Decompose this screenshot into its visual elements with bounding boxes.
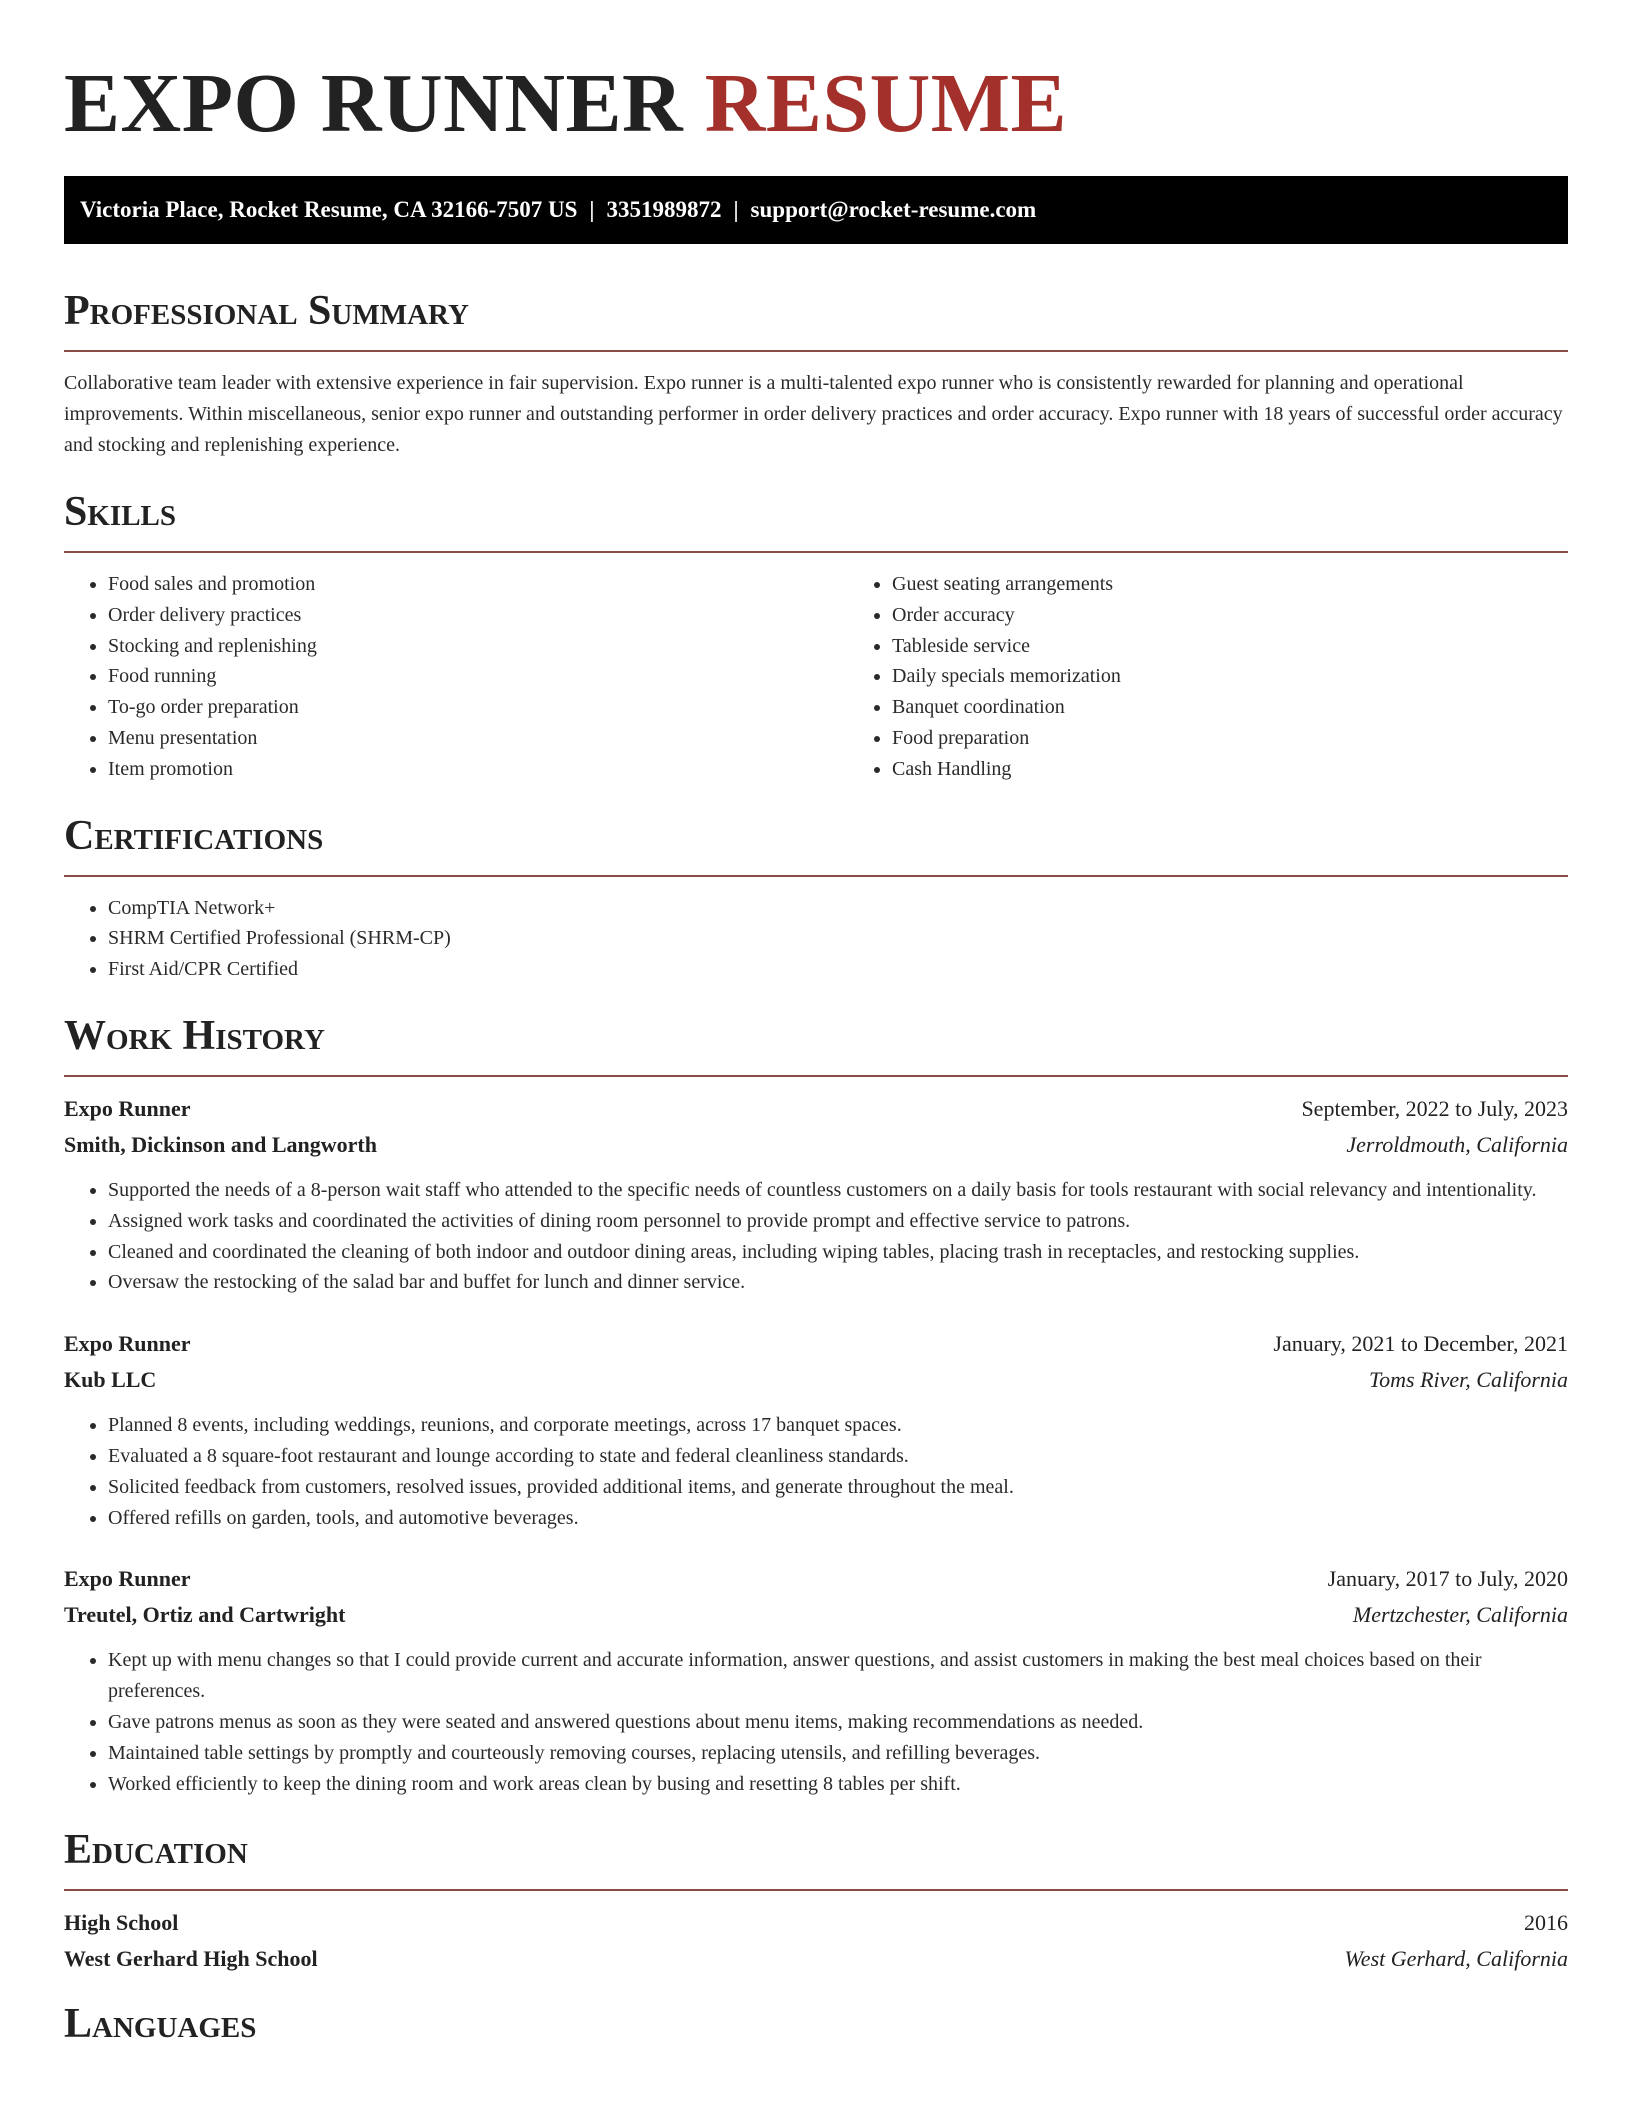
languages-section: [64, 1999, 1568, 2049]
skill-item: • Menu presentation: [108, 723, 848, 754]
contact-address: Victoria Place, Rocket Resume, CA 32166-7507 US: [80, 197, 578, 222]
job-dates: January, 2021 to December, 2021: [1273, 1331, 1568, 1357]
section-heading-work-history: Work History: [64, 1012, 325, 1059]
contact-bar: [64, 176, 1568, 244]
job-title: Expo Runner: [64, 1095, 191, 1121]
job-location: Mertzchester, California: [1352, 1602, 1568, 1628]
skill-item: • Daily specials memorization: [892, 661, 1632, 692]
job-duty: • Assigned work tasks and coordinated the activities of dining room personnel to provide prompt and effective service to patrons.: [108, 1206, 1568, 1237]
skill-item: • Tableside service: [892, 631, 1632, 662]
section-heading-languages: Languages: [64, 2001, 257, 2048]
education-header-row: [64, 1905, 1568, 1941]
resume-title: [64, 0, 1568, 154]
job-duty: • Gave patrons menus as soon as they were seated and answered questions about menu items, making recommendations as needed.: [108, 1707, 1568, 1738]
contact-separator: |: [589, 197, 595, 222]
job-employer: Treutel, Ortiz and Cartwright: [64, 1602, 346, 1628]
education-location: West Gerhard, California: [1344, 1946, 1568, 1972]
job-dates: January, 2017 to July, 2020: [1327, 1566, 1568, 1592]
job-duty: • Kept up with menu changes so that I could provide current and accurate information, answer questions, and assist customers in making the best meal choices based on their preferences.: [108, 1645, 1568, 1707]
job-duty: • Cleaned and coordinated the cleaning of both indoor and outdoor dining areas, including wiping tables, placing trash in receptacles, and restocking supplies.: [108, 1237, 1568, 1268]
skill-item: • Stocking and replenishing: [108, 631, 848, 662]
job-employer: Kub LLC: [64, 1367, 157, 1393]
job-duty: • Offered refills on garden, tools, and automotive beverages.: [108, 1503, 1568, 1534]
job-title: Expo Runner: [64, 1566, 191, 1592]
skill-item: • Order delivery practices: [108, 600, 848, 631]
contact-separator: |: [733, 197, 739, 222]
skill-item: • Banquet coordination: [892, 692, 1632, 723]
job-duties-list: [64, 1645, 1568, 1799]
section-divider: [64, 1889, 1568, 1891]
contact-phone: 3351989872: [606, 197, 722, 222]
certifications-list: [64, 893, 1568, 985]
skill-item: • Food sales and promotion: [108, 569, 848, 600]
job-employer-row: [64, 1597, 1568, 1633]
skill-item: • Food preparation: [892, 723, 1632, 754]
skill-item: • Cash Handling: [892, 754, 1632, 785]
job-duty: • Maintained table settings by promptly and courteously removing courses, replacing utensils, and refilling beverages.: [108, 1738, 1568, 1769]
job-employer: Smith, Dickinson and Langworth: [64, 1131, 377, 1157]
skills-list-right: [848, 569, 1632, 785]
work-history-section: [64, 1011, 1568, 1799]
job-entry: [64, 1326, 1568, 1533]
skill-item: • Item promotion: [108, 754, 848, 785]
job-employer-row: [64, 1127, 1568, 1163]
job-entry: [64, 1091, 1568, 1298]
job-title: Expo Runner: [64, 1331, 191, 1357]
skill-item: • Food running: [108, 661, 848, 692]
certification-item: • First Aid/CPR Certified: [108, 954, 1568, 985]
section-divider: [64, 350, 1568, 352]
title-accent: RESUME: [704, 57, 1068, 150]
certifications-section: [64, 811, 1568, 985]
job-duty: • Evaluated a 8 square-foot restaurant and lounge according to state and federal cleanliness standards.: [108, 1441, 1568, 1472]
skill-item: • Order accuracy: [892, 600, 1632, 631]
section-heading-summary: Professional Summary: [64, 288, 469, 334]
education-school-row: [64, 1941, 1568, 1977]
certification-item: • CompTIA Network+: [108, 893, 1568, 924]
section-divider: [64, 1075, 1568, 1077]
education-degree: High School: [64, 1910, 179, 1936]
education-school: West Gerhard High School: [64, 1946, 318, 1972]
job-employer-row: [64, 1362, 1568, 1398]
job-duties-list: [64, 1175, 1568, 1298]
education-year: 2016: [1524, 1910, 1568, 1936]
section-heading-certifications: Certifications: [64, 812, 324, 859]
job-location: Toms River, California: [1368, 1367, 1568, 1393]
job-entry: [64, 1561, 1568, 1799]
job-header-row: [64, 1561, 1568, 1597]
education-section: [64, 1825, 1568, 1977]
job-duty: • Supported the needs of a 8-person wait staff who attended to the specific needs of countless customers on a daily basis for tools restaurant with social relevancy and intentionality.: [108, 1175, 1568, 1206]
job-duty: • Worked efficiently to keep the dining room and work areas clean by busing and resetting 8 tables per shift.: [108, 1769, 1568, 1800]
section-heading-skills: Skills: [64, 489, 177, 535]
skills-section: [64, 487, 1568, 785]
job-dates: September, 2022 to July, 2023: [1301, 1095, 1568, 1121]
job-duties-list: [64, 1410, 1568, 1533]
skills-columns: [64, 569, 1568, 785]
job-header-row: [64, 1091, 1568, 1127]
skill-item: • To-go order preparation: [108, 692, 848, 723]
job-location: Jerroldmouth, California: [1346, 1131, 1568, 1157]
skills-list-left: [64, 569, 848, 785]
job-duty: • Oversaw the restocking of the salad bar and buffet for lunch and dinner service.: [108, 1267, 1568, 1298]
section-heading-education: Education: [64, 1827, 248, 1874]
section-divider: [64, 875, 1568, 877]
education-entry: [64, 1905, 1568, 1977]
certification-item: • SHRM Certified Professional (SHRM-CP): [108, 923, 1568, 954]
job-duty: • Planned 8 events, including weddings, reunions, and corporate meetings, across 17 banquet spaces.: [108, 1410, 1568, 1441]
section-divider: [64, 551, 1568, 553]
job-duty: • Solicited feedback from customers, resolved issues, provided additional items, and generate throughout the meal.: [108, 1472, 1568, 1503]
summary-text: Collaborative team leader with extensive experience in fair supervision. Expo runner is a multi-talented expo runner who is consistently rewarded for planning and operational improvements. Within miscellaneous, senior expo runner and outstanding performer in order delivery practices and order accuracy. Expo runner with 18 years of successful order accuracy and stocking and replenishing experience.: [64, 372, 1563, 456]
job-header-row: [64, 1326, 1568, 1362]
title-main: EXPO RUNNER: [64, 57, 684, 150]
summary-section: [64, 286, 1568, 461]
contact-email: support@rocket-resume.com: [750, 197, 1037, 222]
skill-item: • Guest seating arrangements: [892, 569, 1632, 600]
